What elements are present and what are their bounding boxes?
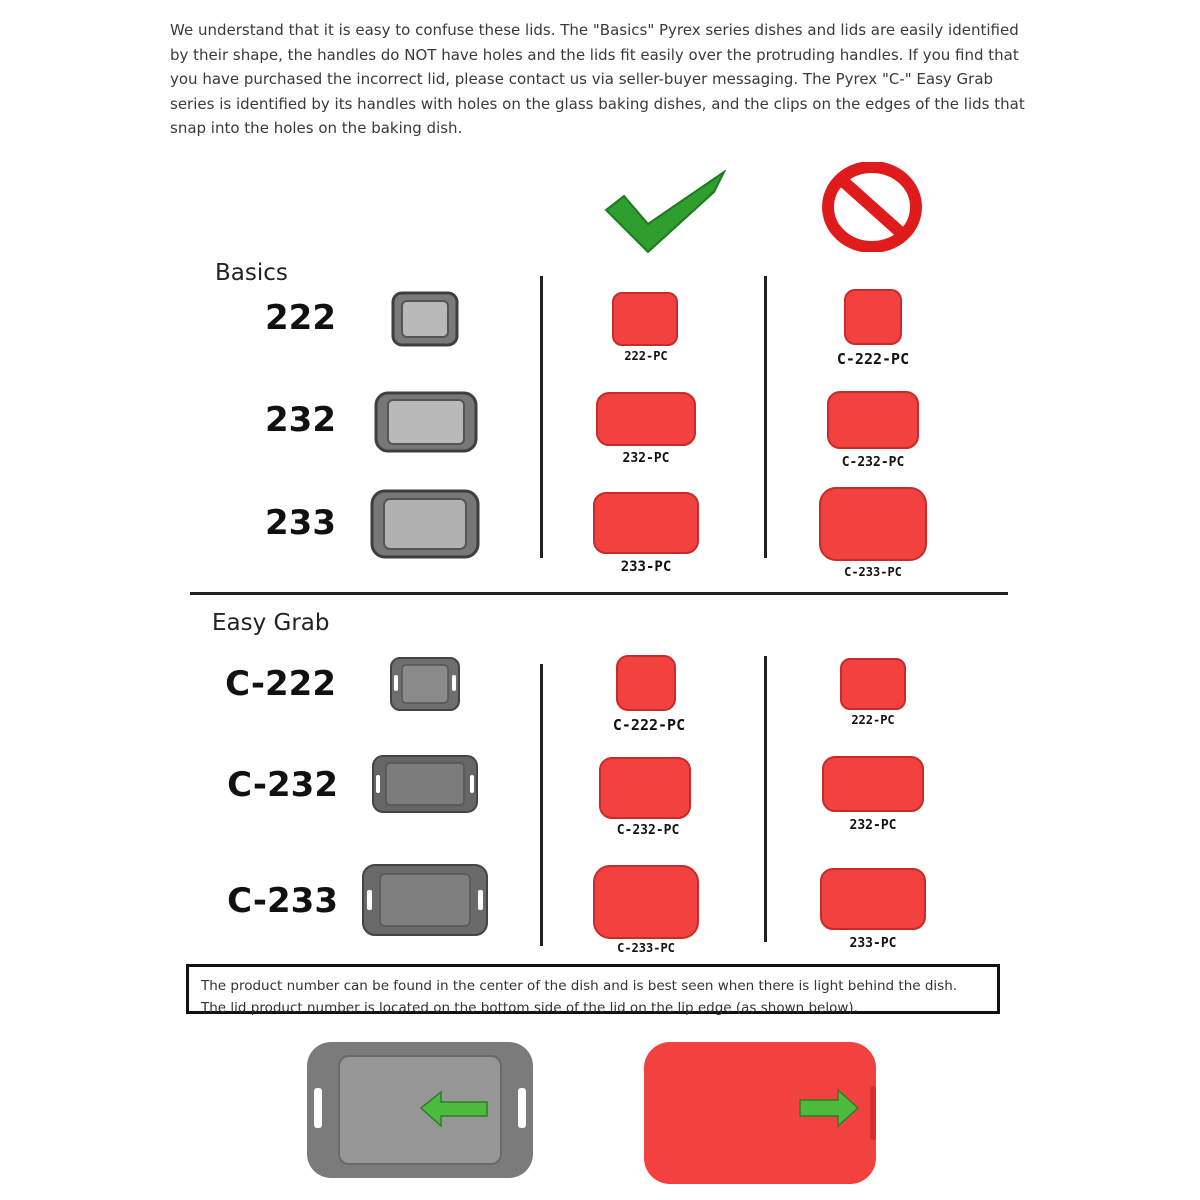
divider-vertical [764,276,767,558]
model-label: C-222 [225,664,336,704]
product-number-note: The product number can be found in the center of the dish and is best seen when there is light behind the dish. The lid product number is located on the bottom side of the lid on the lip edge (as shown below). [186,964,1000,1014]
section-divider [190,592,1008,595]
lid-label-correct: C-222-PC [612,716,686,734]
lid-image [598,756,692,820]
model-label: 233 [265,503,336,543]
lid-label-correct: 232-PC [622,451,670,466]
model-label: 232 [265,400,336,440]
lid-image [615,654,677,712]
lid-product-number-image [642,1040,878,1186]
lid-label-wrong: 233-PC [849,936,897,951]
divider-vertical [764,656,767,942]
baking-dish-image [369,488,481,560]
lid-image [610,290,680,348]
lid-image [818,866,928,932]
prohibited-icon [822,162,922,252]
divider-vertical [540,276,543,558]
checkmark-icon [604,170,726,254]
model-label: C-232 [227,765,338,805]
lid-label-correct: 222-PC [624,349,668,363]
dish-product-number-image [305,1040,535,1180]
basics-title: Basics [215,260,288,286]
lid-label-correct: C-233-PC [617,941,675,955]
lid-image [820,754,926,814]
lid-image [818,486,928,562]
baking-dish-image [390,290,460,348]
baking-dish-image [373,390,479,454]
lid-label-wrong: C-232-PC [841,455,905,470]
lid-image [594,390,698,448]
lid-image [591,490,701,556]
lid-image [592,864,700,940]
baking-dish-image [388,655,462,713]
lid-label-correct: C-232-PC [616,823,680,838]
lid-label-wrong: C-233-PC [844,565,902,579]
baking-dish-image [360,862,490,938]
lid-label-correct: 233-PC [620,559,672,575]
model-label: 222 [265,298,336,338]
lid-image [826,390,920,450]
lid-image [843,288,903,346]
divider-vertical [540,664,543,946]
model-label: C-233 [227,881,338,921]
intro-text: We understand that it is easy to confuse these lids. The "Basics" Pyrex series dishes and lids are easily identified by their shape, the handles do NOT have holes and the lids fit easily over the protruding handles. If you find that you have purchased the incorrect lid, please contact us via seller-buyer messaging. The Pyrex "C-" Easy Grab series is identified by its handles with holes on the glass baking dishes, and the clips on the edges of the lids that snap into the holes on the baking dish. [170,21,1025,137]
lid-label-wrong: C-222-PC [836,350,910,368]
baking-dish-image [370,753,480,815]
lid-label-wrong: 232-PC [849,818,897,833]
lid-image [838,656,908,712]
lid-label-wrong: 222-PC [851,713,895,727]
easy-grab-title: Easy Grab [212,610,330,636]
